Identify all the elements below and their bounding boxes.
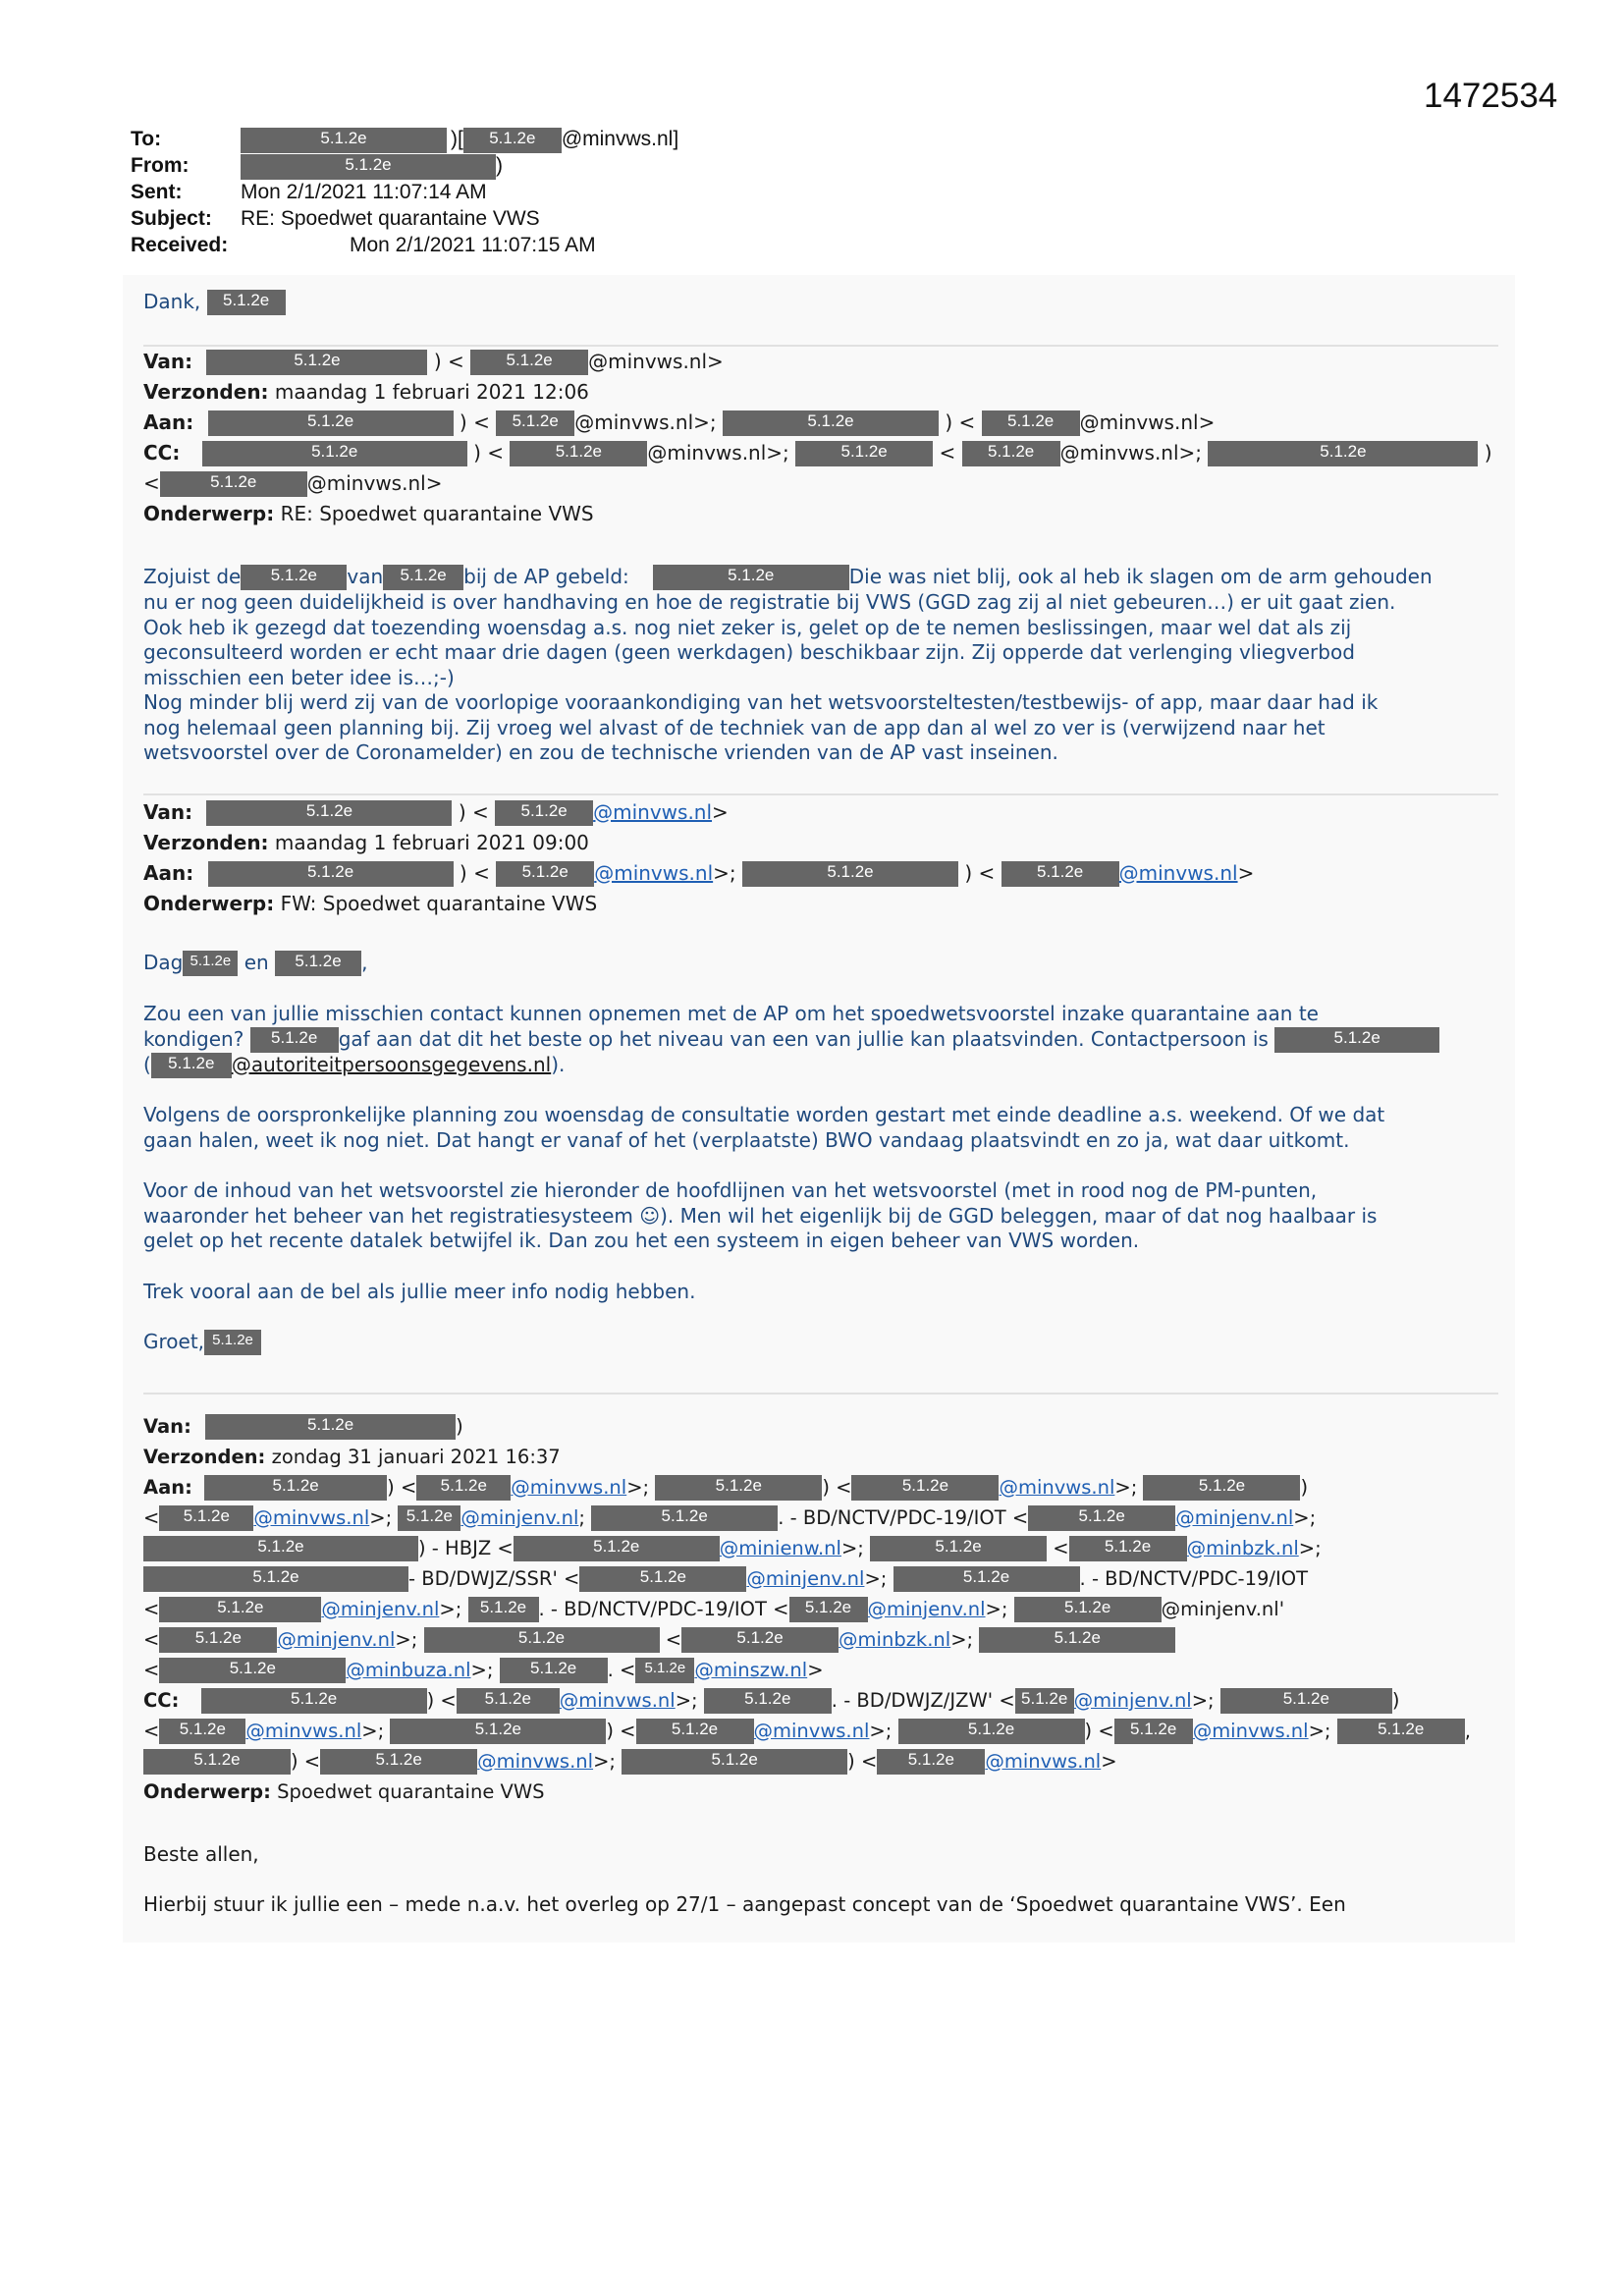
addr-text: ) - HBJZ: [418, 1537, 492, 1559]
redaction: 5.1.2e: [704, 1688, 832, 1714]
redaction: 5.1.2e: [962, 441, 1060, 466]
email2-paragraph-1: Zou een van jullie misschien contact kunnen opnemen met de AP om het spoedwetsvoorstel inzake quarantaine aan te kondigen? 5.1.2e gaf aan dat dit het beste op het niveau van een van jullie kan plaatsvinden. Contactpersoon is 5.1.2e ( 5.1.2e @autoriteitpersoonsgegevens.nl).: [143, 1002, 1508, 1078]
redaction: 5.1.2e: [496, 410, 574, 436]
email2-paragraph-3: [143, 1178, 1508, 1254]
addr-minvws: @minvws.nl: [1059, 441, 1179, 465]
addr-link[interactable]: @minvws.nl: [477, 1750, 594, 1773]
addr-link[interactable]: @minienw.nl: [719, 1537, 841, 1559]
redaction: 5.1.2e: [636, 1719, 754, 1744]
separator: [143, 345, 1498, 347]
onderwerp-value: Spoedwet quarantaine VWS: [277, 1780, 545, 1803]
redaction: 5.1.2e: [591, 1505, 778, 1531]
addr-link[interactable]: @minvws.nl: [753, 1720, 870, 1742]
addr-link[interactable]: @minbuza.nl: [346, 1659, 471, 1681]
cc-label: CC:: [143, 441, 181, 465]
addr-link[interactable]: @minjenv.nl: [1175, 1506, 1294, 1529]
addr-link[interactable]: @minjenv.nl: [1073, 1689, 1192, 1712]
redaction: 5.1.2e: [898, 1719, 1085, 1744]
text: gaf aan dat dit het beste op het niveau van een van jullie kan plaatsvinden. Contactpersoon is: [338, 1026, 1269, 1051]
redaction: 5.1.2e: [468, 1597, 539, 1622]
redaction: 5.1.2e: [1014, 1597, 1162, 1622]
redaction: 5.1.2e: [183, 951, 238, 976]
redaction: 5.1.2e: [159, 1505, 253, 1531]
verzonden-label: Verzonden:: [143, 380, 269, 404]
redaction: 5.1.2e: [1337, 1719, 1465, 1744]
redaction: 5.1.2e: [208, 410, 454, 436]
redaction: 5.1.2e: [514, 1536, 720, 1561]
text: Zojuist de: [143, 565, 242, 588]
addr-link[interactable]: @minvws.nl: [245, 1720, 362, 1742]
paragraph-line: nog helemaal geen planning bij. Zij vroeg wel alvast of de techniek van de app dan al wel zo ver is (verwijzend naar het: [143, 715, 1326, 739]
redaction: 5.1.2e: [159, 1719, 245, 1744]
subject-label: Subject:: [131, 207, 212, 230]
redaction: 5.1.2e: [500, 1658, 608, 1683]
redaction: 5.1.2e: [635, 1658, 694, 1683]
redaction: 5.1.2e: [204, 1475, 387, 1501]
to-domain: @minvws.nl]: [561, 128, 679, 150]
redaction: 5.1.2e: [877, 1749, 985, 1775]
to-label: To:: [131, 128, 162, 150]
paragraph-line: misschien een beter idee is…;-): [143, 665, 455, 689]
van-label: Van:: [143, 1415, 191, 1438]
redaction: 5.1.2e: [143, 1566, 408, 1592]
email2-closing: [143, 1330, 1508, 1355]
text: en: [244, 951, 269, 974]
redaction: 5.1.2e: [723, 410, 939, 436]
separator: [143, 793, 1498, 795]
redaction: 5.1.2e: [1028, 1505, 1175, 1531]
text: bij de AP gebeld:: [463, 565, 629, 588]
redaction: 5.1.2e: [241, 154, 496, 180]
addr-minvws-link[interactable]: @minvws.nl: [1118, 861, 1238, 885]
addr-text: . - BD/NCTV/PDC-19/IOT: [1079, 1567, 1308, 1590]
onderwerp-label: Onderwerp:: [143, 502, 275, 525]
paragraph-line: gelet op het recente datalek betwijfel ik. Dan zou het een systeem in eigen beheer van VWS worden.: [143, 1229, 1140, 1252]
email2-paragraph-2: [143, 1103, 1508, 1153]
redaction: 5.1.2e: [653, 565, 849, 590]
redaction: 5.1.2e: [1208, 441, 1478, 466]
addr-text: @minjenv.nl': [1161, 1598, 1285, 1620]
redaction: 5.1.2e: [470, 350, 588, 375]
text: Groet,: [143, 1330, 205, 1353]
van-domain: @minvws.nl>: [588, 350, 724, 373]
redaction: 5.1.2e: [143, 1749, 291, 1775]
redaction: 5.1.2e: [383, 565, 463, 590]
addr-minvws-link[interactable]: @minvws.nl: [594, 861, 714, 885]
email3-paragraph-1: Hierbij stuur ik jullie een – mede n.a.v. het overleg op 27/1 – aangepast concept van de ‘Spoedwet quarantaine VWS’. Een: [143, 1892, 1346, 1916]
paragraph-line: Zou een van jullie misschien contact kunnen opnemen met de AP om het spoedwetsvoorstel inzake quarantaine aan te: [143, 1002, 1319, 1025]
addr-link[interactable]: @minjenv.nl: [277, 1628, 396, 1651]
redaction: 5.1.2e: [1143, 1475, 1300, 1501]
sent-value: Mon 2/1/2021 11:07:14 AM: [241, 181, 487, 203]
redaction: 5.1.2e: [241, 565, 347, 590]
redaction: 5.1.2e: [510, 441, 647, 466]
redaction: 5.1.2e: [151, 1053, 232, 1078]
separator: [143, 1393, 1498, 1394]
redaction: 5.1.2e: [982, 410, 1080, 436]
text: kondigen?: [143, 1026, 244, 1051]
addr-link[interactable]: @minjenv.nl: [746, 1567, 865, 1590]
onderwerp-label: Onderwerp:: [143, 892, 275, 915]
verzonden-value: maandag 1 februari 2021 09:00: [274, 831, 589, 854]
redaction: 5.1.2e: [159, 1627, 277, 1653]
verzonden-value: maandag 1 februari 2021 12:06: [274, 380, 589, 404]
onderwerp-value: FW: Spoedwet quarantaine VWS: [280, 892, 598, 915]
received-label: Received:: [131, 234, 229, 256]
addr-link[interactable]: @minvws.nl: [511, 1476, 627, 1499]
verzonden-value: zondag 31 januari 2021 16:37: [271, 1446, 561, 1468]
text: Dag: [143, 951, 184, 974]
redaction: 5.1.2e: [204, 1330, 261, 1355]
sent-label: Sent:: [131, 181, 183, 203]
redaction: 5.1.2e: [457, 1688, 560, 1714]
addr-link[interactable]: @minszw.nl: [694, 1659, 808, 1681]
addr-link[interactable]: @minjenv.nl: [460, 1506, 579, 1529]
addr-link[interactable]: @minbzk.nl: [1186, 1537, 1299, 1559]
redaction: 5.1.2e: [202, 441, 467, 466]
van-label: Van:: [143, 350, 193, 373]
aan-label: Aan:: [143, 1476, 192, 1499]
received-value: Mon 2/1/2021 11:07:15 AM: [350, 234, 596, 256]
redaction: 5.1.2e: [795, 441, 933, 466]
paragraph-line: nu er nog geen duidelijkheid is over handhaving en hoe de registratie bij VWS (GGD zag zij al niet gebeuren…) er uit gaat zien.: [143, 590, 1396, 614]
text: ).: [551, 1052, 566, 1076]
addr-link[interactable]: @minvws.nl: [999, 1476, 1115, 1499]
addr-link[interactable]: @minvws.nl: [559, 1689, 676, 1712]
redaction: 5.1.2e: [681, 1627, 839, 1653]
paragraph-line: Ook heb ik gezegd dat toezending woensdag a.s. nog niet zeker is, gelet op de te nemen beslissingen, maar wel dat als zij: [143, 615, 1352, 639]
redaction: 5.1.2e: [320, 1749, 477, 1775]
onderwerp-value: RE: Spoedwet quarantaine VWS: [280, 502, 594, 525]
redaction: 5.1.2e: [205, 1414, 456, 1440]
redaction: 5.1.2e: [622, 1749, 847, 1775]
addr-link[interactable]: @minbzk.nl: [839, 1628, 951, 1651]
addr-text: . - BD/NCTV/PDC-19/IOT: [778, 1506, 1006, 1529]
redaction: 5.1.2e: [241, 128, 447, 153]
addr-link[interactable]: @minjenv.nl: [867, 1598, 986, 1620]
redaction: 5.1.2e: [208, 861, 454, 887]
text: van: [347, 565, 384, 588]
redaction: 5.1.2e: [207, 290, 286, 315]
redaction: 5.1.2e: [655, 1475, 822, 1501]
paragraph-line: waaronder het beheer van het registratiesysteem ☺). Men wil het eigenlijk bij de GGD beleggen, maar of dat nog haalbaar is: [143, 1203, 1378, 1228]
document-number: 1472534: [1424, 77, 1558, 115]
onderwerp-label: Onderwerp:: [143, 1780, 271, 1803]
redaction: 5.1.2e: [1069, 1536, 1187, 1561]
redaction: 5.1.2e: [206, 800, 452, 826]
email2-paragraph-4: Trek vooral aan de bel als jullie meer info nodig hebben.: [143, 1280, 696, 1303]
redaction: 5.1.2e: [742, 861, 958, 887]
redaction: 5.1.2e: [390, 1719, 606, 1744]
from-label: From:: [131, 154, 189, 177]
redaction: 5.1.2e: [424, 1627, 660, 1653]
verzonden-label: Verzonden:: [143, 831, 269, 854]
addr-link[interactable]: @minvws.nl: [253, 1506, 370, 1529]
paragraph-line: gaan halen, weet ik nog niet. Dat hangt er vanaf of het (verplaatste) BWO vandaag plaatsvindt en zo ja, wat daar uitkomt.: [143, 1127, 1350, 1152]
redaction: 5.1.2e: [1114, 1719, 1193, 1744]
van-label: Van:: [143, 800, 193, 824]
redaction: 5.1.2e: [160, 471, 307, 497]
reply-greeting-line: [143, 290, 1508, 315]
redaction: 5.1.2e: [275, 951, 361, 976]
redaction: 5.1.2e: [496, 861, 594, 887]
email1-body: [143, 565, 1508, 766]
redaction: 5.1.2e: [1015, 1688, 1074, 1714]
redaction: 5.1.2e: [579, 1566, 746, 1592]
redaction: 5.1.2e: [398, 1505, 460, 1531]
addr-minvws: @minvws.nl: [1079, 410, 1199, 434]
paragraph-line: Volgens de oorspronkelijke planning zou woensdag de consultatie worden gestart met einde deadline a.s. weekend. Of we dat: [143, 1103, 1385, 1126]
addr-minvws: @minvws.nl: [574, 410, 694, 434]
redaction: 5.1.2e: [1274, 1027, 1439, 1053]
addr-link[interactable]: @minvws.nl: [1192, 1720, 1309, 1742]
redaction: 5.1.2e: [250, 1027, 339, 1053]
addr-minvws: @minvws.nl: [647, 441, 767, 465]
reply-greeting: Dank,: [143, 290, 201, 313]
cc-label: CC:: [143, 1689, 180, 1712]
redaction: 5.1.2e: [789, 1597, 868, 1622]
redaction: 5.1.2e: [495, 800, 593, 826]
paragraph-line: wetsvoorstel over de Coronamelder) en zou de technische vrienden van de AP vast inseinen.: [143, 740, 1058, 764]
paragraph-line: Voor de inhoud van het wetsvoorstel zie hieronder de hoofdlijnen van het wetsvoorstel (met in rood nog de PM-punten,: [143, 1178, 1318, 1202]
redaction: 5.1.2e: [1001, 861, 1119, 887]
redaction: 5.1.2e: [201, 1688, 427, 1714]
addr-text: - BD/DWJZ/SSR': [408, 1567, 558, 1590]
redaction: 5.1.2e: [979, 1627, 1175, 1653]
verzonden-label: Verzonden:: [143, 1446, 266, 1468]
redaction: 5.1.2e: [159, 1597, 321, 1622]
paragraph-line: Nog minder blij werd zij van de voorlopige vooraankondiging van het wetsvoorsteltesten/testbewijs- of app, maar daar had ik: [143, 690, 1379, 714]
redaction: 5.1.2e: [870, 1536, 1047, 1561]
redaction: 5.1.2e: [206, 350, 427, 375]
text: Die was niet blij, ook al heb ik slagen om de arm gehouden: [848, 565, 1433, 588]
redaction: 5.1.2e: [1220, 1688, 1392, 1714]
redaction: 5.1.2e: [416, 1475, 511, 1501]
redaction: 5.1.2e: [463, 128, 562, 153]
paragraph-line: geconsulteerd worden er echt maar drie dagen (geen werkdagen) beschikbaar zijn. Zij opperde dat verlenging vliegverbod: [143, 640, 1355, 664]
redaction: 5.1.2e: [893, 1566, 1080, 1592]
redaction: 5.1.2e: [143, 1536, 418, 1561]
email3-greeting: Beste allen,: [143, 1842, 259, 1866]
email2-greeting: [143, 951, 1508, 976]
subject-value: RE: Spoedwet quarantaine VWS: [241, 207, 540, 230]
addr-minvws: @minvws.nl: [306, 471, 426, 495]
contact-email-link[interactable]: @autoriteitpersoonsgegevens.nl: [231, 1052, 552, 1076]
text: ,: [361, 951, 368, 974]
redaction: 5.1.2e: [159, 1658, 346, 1683]
redaction: 5.1.2e: [851, 1475, 999, 1501]
aan-label: Aan:: [143, 861, 194, 885]
aan-label: Aan:: [143, 410, 194, 434]
addr-text: . - BD/NCTV/PDC-19/IOT: [538, 1598, 767, 1620]
addr-minvws-link[interactable]: @minvws.nl: [593, 800, 713, 824]
addr-link[interactable]: @minjenv.nl: [321, 1598, 440, 1620]
addr-link[interactable]: @minvws.nl: [985, 1750, 1102, 1773]
addr-text: . - BD/DWJZ/JZW': [831, 1689, 994, 1712]
